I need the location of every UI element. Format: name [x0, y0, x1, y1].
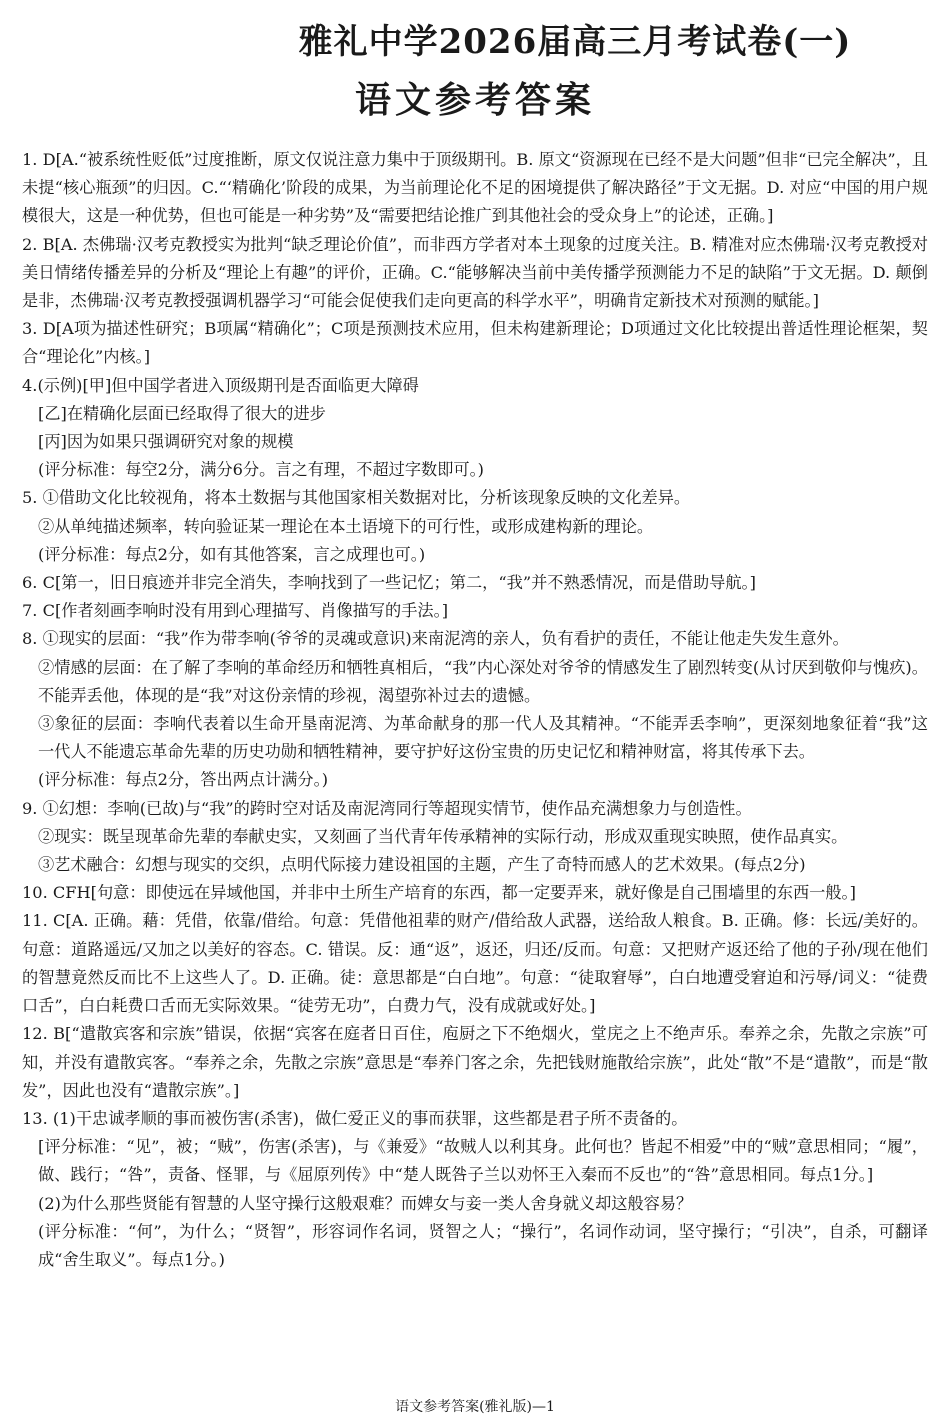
answer-subline: (评分标准：“何”，为什么；“贤智”，形容词作名词，贤智之人；“操行”，名词作动词，坚守操行；“引决”，自杀，可翻译成“舍生取义”。每点1分。) [38, 1221, 928, 1269]
answer-subline: [评分标准：“见”，被；“贼”，伤害(杀害)，与《兼爱》“故贼人以利其身。此何也？皆起不相爱”中的“贼”意思相同；“履”，做、践行；“咎”，责备、怪罪，与《屈原列传》中“楚人既咎子兰以劝怀王入秦而不反也”的“咎”意思相同。每点1分。] [38, 1137, 928, 1185]
answer-text: 5. ①借助文化比较视角，将本土数据与其他国家相关数据对比，分析该现象反映的文化差异。 [22, 488, 691, 508]
answer-text: 7. C[作者刻画李响时没有用到心理描写、肖像描写的手法。] [22, 601, 449, 621]
answer-subline: (评分标准：每点2分，如有其他答案，言之成理也可。) [38, 544, 426, 564]
answer-subline: [乙]在精确化层面已经取得了很大的进步 [38, 403, 326, 423]
answer-text: 6. C[第一，旧日痕迹并非完全消失，李响找到了一些记忆；第二，“我”并不熟悉情况，而是借助导航。] [22, 573, 756, 593]
answer-list [22, 146, 928, 1274]
answer-item [22, 231, 928, 316]
answer-item [22, 315, 928, 371]
answer-subline: (评分标准：每空2分，满分6分。言之有理，不超过字数即可。) [38, 460, 485, 480]
answer-subline: ②现实：既呈现革命先辈的奉献史实，又刻画了当代青年传承精神的实际行动，形成双重现实映照，使作品真实。 [38, 826, 848, 846]
answer-subline: ②情感的层面：在了解了李响的革命经历和牺牲真相后，“我”内心深处对爷爷的情感发生了剧烈转变(从讨厌到敬仰与愧疚)。不能弄丢他，体现的是“我”对这份亲情的珍视，渴望弥补过去的遗憾。 [38, 657, 928, 705]
answer-text: 10. CFH[句意：即使远在异域他国，并非中土所生产培育的东西，都一定要弄来，就好像是自己围墙里的东西一般。] [22, 883, 856, 903]
answer-item [22, 907, 928, 1020]
answer-text: 3. D[A项为描述性研究；B项属“精确化”；C项是预测技术应用，但未构建新理论；D项通过文化比较提出普适性理论框架，契合“理论化”内核。] [22, 319, 928, 367]
answer-text: 8. ①现实的层面：“我”作为带李响(爷爷的灵魂或意识)来南泥湾的亲人，负有看护的责任，不能让他走失发生意外。 [22, 629, 849, 649]
answer-item [22, 569, 928, 597]
answer-item [22, 372, 928, 485]
answer-subline: ③象征的层面：李响代表着以生命开垦南泥湾、为革命献身的那一代人及其精神。“不能弄丢李响”，更深刻地象征着“我”这一代人不能遗忘革命先辈的历史功勋和牺牲精神，要守护好这份宝贵的历史记忆和精神财富，将其传承下去。 [38, 714, 928, 762]
answer-subline: ②从单纯描述频率，转向验证某一理论在本土语境下的可行性，或形成建构新的理论。 [38, 516, 654, 536]
answer-item [22, 146, 928, 231]
answer-item [22, 484, 928, 569]
answer-item [22, 625, 928, 794]
answer-item [22, 879, 928, 907]
answer-subline: ③艺术融合：幻想与现实的交织，点明代际接力建设祖国的主题，产生了奇特而感人的艺术效果。(每点2分) [38, 855, 806, 875]
answer-text: 11. C[A. 正确。藉：凭借，依靠/借给。句意：凭借他祖辈的财产/借给敌人武器，送给敌人粮食。B. 正确。修：长远/美好的。句意：道路遥远/又加之以美好的容态。C. 错误。反：通“返”，返还，归还/反而。句意：又把财产返还给了他的子孙/现在他们的智慧竟然反而比不上这些人了。D. 正确。徒：意思都是“白白地”。句意：“徒取窘辱”，白白地遭受窘迫和污辱/词义：“徒费口舌”，白白耗费口舌而无实际效果。“徒劳无功”，白费力气，没有成就或好处。] [22, 911, 928, 1016]
answer-text: 12. B[“遣散宾客和宗族”错误，依据“宾客在庭者日百住，庖厨之下不绝烟火，堂庑之上不绝声乐。奉养之余，先散之宗族”可知，并没有遣散宾客。“奉养之余，先散之宗族”意思是“奉养门客之余，先把钱财施散给宗族”，此处“散”不是“遣散”，而是“散发”，因此也没有“遣散宗族”。] [22, 1024, 928, 1100]
answer-text: 9. ①幻想：李响(已故)与“我”的跨时空对话及南泥湾同行等超现实情节，使作品充满想象力与创造性。 [22, 798, 752, 818]
page-subtitle: 语文参考答案 [354, 79, 595, 121]
answer-subline: [丙]因为如果只强调研究对象的规模 [38, 432, 294, 452]
answer-text: 4.(示例)[甲]但中国学者进入顶级期刊是否面临更大障碍 [22, 375, 419, 395]
answer-text: 2. B[A. 杰佛瑞·汉考克教授实为批判“缺乏理论价值”，而非西方学者对本土现象的过度关注。B. 精准对应杰佛瑞·汉考克教授对美日情绪传播差异的分析及“理论上有趣”的评价，正确。C.“能够解决当前中美传播学预测能力不足的缺陷”于文无据。D. 颠倒是非，杰佛瑞·汉考克教授强调机器学习“可能会促使我们走向更高的科学水平”，明确肯定新技术对预测的赋能。] [22, 234, 928, 311]
answer-item [22, 1105, 928, 1274]
answer-subline: (2)为什么那些贤能有智慧的人坚守操行这般艰难？而婢女与妾一类人舍身就义却这般容易？ [38, 1193, 693, 1213]
answer-item [22, 1020, 928, 1105]
answer-item [22, 795, 928, 880]
page-title: 雅礼中学2026届高三月考试卷(一) [298, 22, 852, 62]
answer-item [22, 597, 928, 625]
page-footer: 语文参考答案(雅礼版)—1 [395, 1399, 555, 1415]
answer-text: 13. (1)干忠诚孝顺的事而被伤害(杀害)，做仁爱正义的事而获罪，这些都是君子所不责备的。 [22, 1108, 688, 1128]
answer-subline: (评分标准：每点2分，答出两点计满分。) [38, 770, 329, 790]
answer-text: 1. D[A.“被系统性贬低”过度推断，原文仅说注意力集中于顶级期刊。B. 原文“资源现在已经不是大问题”但非“已完全解决”，且未提“核心瓶颈”的归因。C.“‘精确化’阶段的成果，为当前理论化不足的困境提供了解决路径”于文无据。D. 对应“中国的用户规模很大，这是一种优势，但也可能是一种劣势”及“需要把结论推广到其他社会的受众身上”的论述，正确。] [22, 150, 928, 226]
